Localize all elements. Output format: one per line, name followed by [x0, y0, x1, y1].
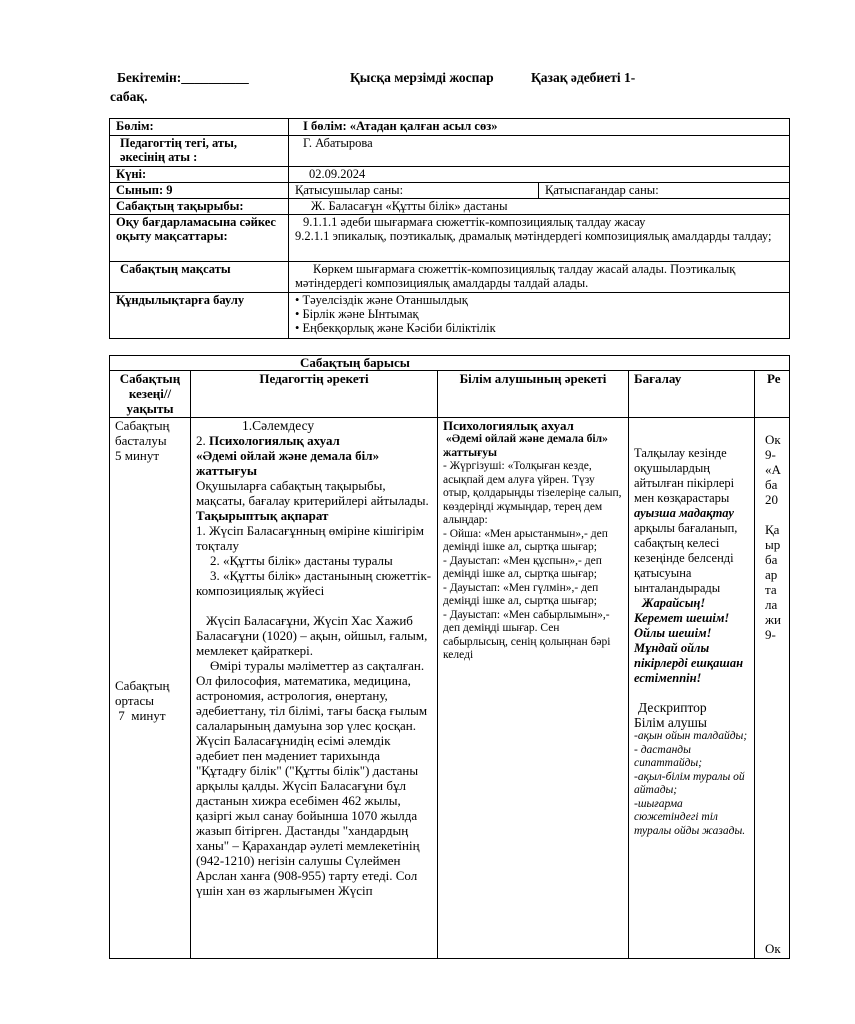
topic-value: Ж. Баласағұн «Құтты білік» дастаны: [289, 199, 790, 215]
lesson-info-table: [109, 118, 790, 339]
resource-line: ба: [765, 477, 778, 492]
descriptor-item: -ақын ойын талдайды;: [634, 730, 748, 742]
value-item: • Бірлік және Ынтымақ: [295, 307, 419, 321]
descriptor-item: -шығарма сюжетіндегі тіл туралы ойды жазады.: [634, 797, 746, 837]
subject-title-cont: сабақ.: [110, 89, 148, 104]
section-value: І бөлім: «Атадан қалған асыл сөз»: [289, 119, 790, 136]
student-line: - Дауыстап: «Мен құспын»,- деп деміңді ішке ал, сыртқа шығар;: [443, 554, 602, 580]
student-activity-cell: [438, 418, 629, 959]
resource-line: ар: [765, 567, 778, 582]
resource-line: Ок: [765, 941, 781, 956]
stage-2-line: ортасы: [115, 693, 154, 708]
student-title: Психологиялық ахуал: [443, 418, 574, 433]
greeting: 1.Сәлемдесу: [242, 418, 315, 433]
resource-line: «А: [765, 462, 781, 477]
section-label: Бөлім:: [110, 119, 289, 136]
stage-2-line: 7 минут: [115, 708, 166, 723]
resource-line: ба: [765, 552, 778, 567]
resource-line: 20: [765, 492, 778, 507]
resource-line: 9-: [765, 447, 776, 462]
stage-cell: [110, 418, 191, 959]
info-title: Тақырыптық ақпарат: [196, 508, 329, 523]
student-line: - Дауыстап: «Мен гүлмін»,- деп деміңді ішке ал, сыртқа шығар;: [443, 581, 599, 607]
resource-line: Қа: [765, 522, 780, 537]
assessment-cell: [629, 418, 755, 959]
descriptor-item: - дастанды сипаттайды;: [634, 743, 703, 769]
goal-1: 9.1.1.1 әдеби шығармаға сюжеттік-композициялық талдау жасау: [303, 215, 646, 229]
date-label: Күні:: [110, 167, 289, 183]
descriptor-title: Дескриптор: [638, 700, 707, 715]
info-point: 1. Жүсіп Баласағұнның өміріне кішігірім тоқталу: [196, 523, 424, 553]
header-student: Білім алушының әрекеті: [438, 371, 629, 418]
topic-label: Сабақтың тақырыбы:: [110, 199, 289, 215]
assessment-text: арқылы бағаланып, сабақтың келесі кезеңінде белсенді қатысуына ынталандырады: [634, 521, 738, 595]
student-line: - Ойша: «Мен арыстанмын»,- деп деміңді ішке ал, сыртқа шығар;: [443, 527, 608, 553]
lesson-intro: Оқушыларға сабақтың тақырыбы, мақсаты, бағалау критерийлері айтылады.: [196, 478, 429, 508]
resource-line: жи: [765, 612, 781, 627]
subject-title: Қазақ әдебиеті 1-: [531, 70, 636, 85]
absent-count-label: Қатыспағандар саны:: [539, 183, 790, 199]
goal-2: 9.2.1.1 эпикалық, поэтикалық, драмалық мәтіндердегі композициялық амалдарды талдау;: [295, 229, 772, 243]
info-point: 3. «Құтты білік» дастанының сюжеттік-композициялық жүйесі: [196, 568, 432, 598]
date-value: 02.09.2024: [289, 167, 790, 183]
value-item: • Тәуелсіздік және Отаншылдық: [295, 293, 468, 307]
resource-line: та: [765, 582, 777, 597]
resource-line: 9-: [765, 627, 776, 642]
header-resources: Ре: [755, 371, 790, 418]
approval-line: Бекітемін:__________: [117, 70, 249, 85]
resources-cell: [755, 418, 790, 959]
plan-type: Қысқа мерзімді жоспар: [350, 70, 494, 85]
stage-1-line: Сабақтың: [115, 418, 170, 433]
bio-paragraph: Жүсіп Баласағұни, Жүсіп Хас Хажиб Баласағұни (1020) – ақын, ойшыл, ғалым, мемлекет қайраткері.: [196, 613, 428, 658]
teacher-label: Педагогтің тегі, аты, әкесінің аты :: [110, 136, 289, 167]
teacher-value: Г. Абатырова: [289, 136, 790, 167]
lesson-progress-table: [109, 355, 790, 959]
learner-label: Білім алушы: [634, 715, 707, 730]
stage-2-line: Сабақтың: [115, 678, 170, 693]
assessment-bold: ауызша мадақтау: [634, 506, 734, 520]
assessment-text: Талқылау кезінде оқушылардың айтылған пікірлері мен көзқарастары: [634, 446, 735, 505]
bio-paragraph: Өмірі туралы мәліметтер аз сақталған. Ол философия, математика, медицина, астрономия, астрология, өнертану, әдебиеттану, тіл білімі, тағы басқа ғылым салаларының дамуына зор үлес қосқан. Жүсіп Баласағұнидің есімі әлемдік әдебиет пен мәдениет тарихында "Құтадғу білік" ("Құтты білік") дастаны арқылы қалды. Жүсіп Баласағұни бұл дастанын хижра есебімен 462 жылы, қазіргі жыл санау бойынша 1070 жылда жазып бітірген. Дастанды "хандардың ханы" – Қарахандар әулеті мемлекетінің (942-1210) негізін салушы Сүлеймен Арслан ханға (908-955) тарту етеді. Сол үшін хан өз жарлығымен Жүсіп: [196, 658, 428, 898]
header-stage: Сабақтың кезеңі// уақыты: [110, 371, 191, 418]
student-intro: - Жүргізуші: «Толқыған кезде, асықпай дем алуға үйрен. Түзу отыр, қолдарыңды тізелеріңе салып, көздеріңді жұмыңдар, терең дем алыңдар:: [443, 460, 622, 526]
resource-line: Ок: [765, 432, 781, 447]
values-list: [289, 293, 790, 339]
student-line: - Дауыстап: «Мен сабырлымын»,- деп деміңді шығар. Сен сабырлысың, сенің қолыңнан бәрі келеді: [443, 608, 611, 661]
descriptor-item: -ақыл-білім туралы ой айтады;: [634, 770, 745, 796]
goals-label: Оқу бағдарламасына сәйкес оқыту мақсаттары:: [110, 215, 289, 262]
info-point: 2. «Құтты білік» дастаны туралы: [210, 553, 393, 568]
header-teacher: Педагогтің әрекеті: [191, 371, 438, 418]
goals-value: [289, 215, 790, 262]
psy-heading: 2. Психологиялық ахуал: [196, 433, 340, 448]
aim-value: Көркем шығармаға сюжеттік-композициялық талдау жасай алады. Поэтикалық мәтіндердегі композициялық амалдарды талдай алады.: [289, 262, 790, 293]
class-label: Сынып: 9: [110, 183, 289, 199]
aim-label: Сабақтың мақсаты: [110, 262, 289, 293]
resource-line: ла: [765, 597, 778, 612]
progress-title: Сабақтың барысы: [110, 356, 790, 371]
stage-1-line: 5 минут: [115, 448, 160, 463]
game-title: «Әдемі ойлай және демала біл» жаттығуы: [196, 448, 380, 478]
teacher-activity-cell: [191, 418, 438, 959]
stage-1-line: басталуы: [115, 433, 167, 448]
present-count-label: Қатысушылар саны:: [289, 183, 539, 199]
praise-text: Жарайсың! Керемет шешім! Ойлы шешім! Мұндай ойлы пікірлерді ешқашан естімеппін!: [634, 596, 744, 685]
student-game: «Әдемі ойлай және демала біл» жаттығуы: [443, 433, 611, 459]
value-item: • Еңбекқорлық және Кәсіби біліктілік: [295, 321, 496, 335]
values-label: Құндылықтарға баулу: [110, 293, 289, 339]
resource-line: ыр: [765, 537, 781, 552]
header-assessment: Бағалау: [629, 371, 755, 418]
